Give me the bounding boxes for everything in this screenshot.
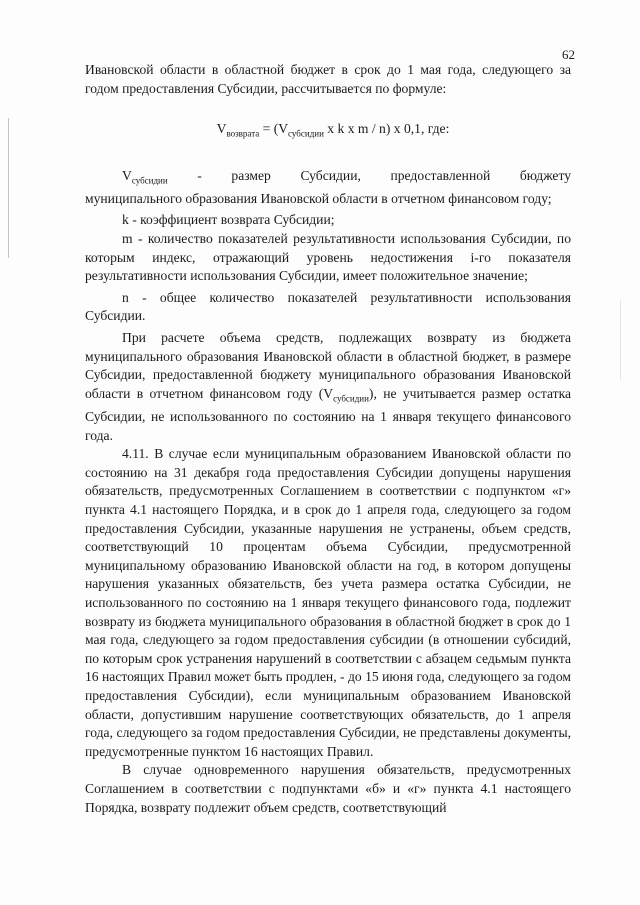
definition-k: k - коэффициент возврата Субсидии; xyxy=(122,212,335,228)
formula-v-subscript: возврата xyxy=(226,128,260,139)
paragraph-calculation-before: При расчете объема средств, подлежащих возврату из бюджета муниципального образования Ивановской области в областной бюджет, в размере Субсидии, предоставленной бюджету муниципального образования Ивановской области в отчетном финансовом году (V xyxy=(85,329,571,401)
definition-n: n - общее количество показателей результативности использования Субсидии. xyxy=(85,289,571,324)
definition-v-symbol: V xyxy=(122,167,132,183)
paragraph-calculation-subscript: субсидии xyxy=(333,393,369,404)
paragraph-calculation xyxy=(85,329,571,445)
page-number: 62 xyxy=(562,47,575,62)
formula-rest: x k x m / n) x 0,1, где: xyxy=(323,121,450,137)
paragraph-continuation: Ивановской области в областной бюджет в срок до 1 мая года, следующего за годом предоставления Субсидии, рассчитывается по формуле: xyxy=(85,62,571,96)
paragraph-calculation-after: ), не учитывается размер остатка Субсидии, не использованного по состоянию на 1 января текущего финансового года. xyxy=(85,385,572,443)
definition-m: m - количество показателей результативности использования Субсидии, по которым индекс, отражающий уровень недостижения i-го показателя результативности использования Субсидии, имеет положительное значение; xyxy=(85,231,571,284)
scan-edge-mark xyxy=(8,118,9,258)
scan-edge-mark xyxy=(620,300,621,380)
definition-v-subscript: субсидии xyxy=(131,175,168,186)
body-text xyxy=(85,61,575,817)
definition-v xyxy=(85,167,575,209)
formula-subsidy-subscript: субсидии xyxy=(288,128,324,139)
formula xyxy=(85,120,571,143)
formula-equals-open: = (V xyxy=(259,121,289,137)
definition-v-text: - размер Субсидии, предоставленной бюджету муниципального образования Ивановской области в отчетном финансовом году; xyxy=(85,167,575,206)
paragraph-4-11: 4.11. В случае если муниципальным образованием Ивановской области по состоянию на 31 декабря года предоставления Субсидии допущены нарушения обязательств, предусмотренных Соглашением в соответствии с подпунктом «г» пункта 4.1 настоящего Порядка, и в срок до 1 апреля года, следующего за годом предоставления Субсидии, указанные нарушения не устранены, объем средств, соответствующий 10 процентам объема Субсидии, предусмотренной муниципальному образованию Ивановской области на год, в котором допущены нарушения указанных обязательств, без учета размера остатка Субсидии, не использованного по состоянию на 1 января текущего финансового года, подлежит возврату из бюджета муниципального образования в областной бюджет в срок до 1 мая года, следующего за годом предоставления субсидии (в отношении субсидий, по которым срок устранения нарушений в соответствии с абзацем седьмым пункта 16 настоящих Правил может быть продлен, - до 15 июня года, следующего за годом предоставления Субсидии), если муниципальным образованием Ивановской области, допустившим нарушение соответствующих обязательств, до 1 апреля года, следующего за годом предоставления Субсидии, не представлены документы, предусмотренные пунктом 16 настоящих Правил. xyxy=(85,446,571,759)
paragraph-simultaneous-violation: В случае одновременного нарушения обязательств, предусмотренных Соглашением в соответствии с подпунктами «б» и «г» пункта 4.1 настоящего Порядка, возврату подлежит объем средств, соответствующий xyxy=(85,762,571,815)
formula-v-symbol: V xyxy=(216,121,227,137)
